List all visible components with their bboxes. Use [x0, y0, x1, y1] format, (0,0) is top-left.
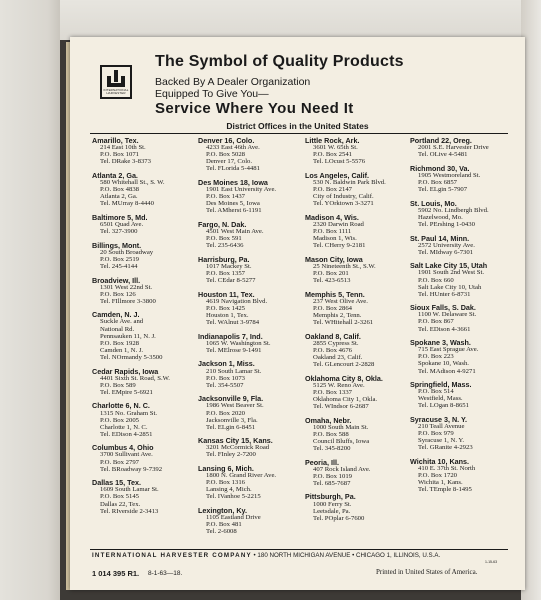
divider-top [90, 133, 508, 134]
office-city: Omaha, Nebr. [305, 415, 352, 425]
office-detail-line: 2001 S.E. Harvester Drive [418, 144, 489, 152]
office-detail-line: Tel. 685-7687 [313, 479, 351, 487]
office-detail-line: Tel. MUrray 8-4440 [100, 200, 154, 208]
office-detail-line: Jacksonville 3, Fla. [206, 416, 258, 424]
office-city: Amarillo, Tex. [92, 136, 139, 145]
office-city: Camden, N. J. [92, 310, 140, 320]
district-office [410, 304, 496, 332]
column-4 [410, 137, 496, 500]
office-detail-line: 5902 No. Lindbergh Blvd. [418, 206, 489, 214]
office-city: Wichita 10, Kans. [410, 456, 470, 466]
footer-code: 1-15-63 [485, 560, 498, 564]
district-office [198, 221, 284, 249]
office-detail-line: 5125 W. Reno Ave. [313, 381, 365, 389]
office-detail-line: P.O. Box 2005 [100, 416, 140, 424]
headline: Service Where You Need It [155, 100, 354, 117]
office-detail-line: Tel. EDison 4-3661 [418, 325, 471, 333]
office-detail-line: P.O. Box 2020 [206, 409, 246, 417]
district-office [305, 256, 391, 284]
office-detail-line: Tel. RIverside 2-3413 [100, 507, 159, 515]
office-detail-line: 1800 N. Grand River Ave. [206, 472, 277, 480]
office-detail-line: Oakland 23, Calif. [313, 353, 363, 361]
office-city: Dallas 15, Tex. [92, 478, 142, 488]
office-city: Jackson 1, Miss. [198, 359, 255, 369]
office-detail-line: 237 West Olive Ave. [313, 297, 368, 305]
district-office [410, 165, 496, 193]
office-detail-line: Tel. LOgan 8-8651 [418, 402, 469, 410]
office-detail-line: 2572 University Ave. [418, 241, 475, 249]
office-detail-line: Memphis 2, Tenn. [313, 311, 362, 319]
office-detail-line: P.O. Box 2864 [313, 304, 353, 312]
office-detail-line: Tel. YOrktown 3-3271 [313, 200, 374, 208]
district-office [305, 333, 391, 368]
district-office [305, 375, 391, 410]
office-detail-line: 1065 W. Washington St. [206, 339, 271, 347]
office-detail-line: Hazelwood, Mo. [418, 213, 463, 221]
office-detail-line: 3201 McCormick Road [206, 444, 270, 452]
office-detail-line: Dallas 22, Tex. [100, 500, 141, 508]
office-city: Indianapolis 7, Ind. [198, 331, 263, 341]
form-number: 1 014 395 R1. [92, 569, 140, 578]
office-city: Sioux Falls, S. Dak. [410, 303, 476, 313]
district-office [198, 395, 284, 430]
office-detail-line: Tel. ELgin 6-8451 [206, 423, 256, 431]
office-detail-line: 407 Rock Island Ave. [313, 465, 371, 473]
office-city: Salt Lake City 15, Utah [410, 261, 488, 271]
office-detail-line: 1901 South 2nd West St. [418, 269, 485, 277]
office-city: Atlanta 2, Ga. [92, 170, 138, 180]
office-detail-line: 1901 East University Ave. [206, 186, 277, 194]
district-office [305, 493, 391, 521]
office-detail-line: P.O. Box 979 [418, 430, 454, 438]
column-2 [198, 137, 284, 542]
office-city: Houston 11, Tex. [198, 289, 255, 299]
office-detail-line: P.O. Box 1111 [313, 228, 352, 236]
office-detail-line: 1986 West Beaver St. [206, 402, 264, 410]
district-office [92, 368, 178, 396]
office-detail-line: P.O. Box 223 [418, 353, 454, 361]
office-detail-line: P.O. Box 588 [313, 430, 349, 438]
office-detail-line: Tel. FInley 2-7200 [206, 451, 256, 459]
district-office [305, 172, 391, 207]
office-city: Broadview, Ill. [92, 275, 141, 285]
office-detail-line: 6501 Quad Ave. [100, 220, 144, 228]
column-3 [305, 137, 391, 528]
tagline-line2: Equipped To Give You— [155, 88, 269, 100]
office-detail-line: Tel. WHitehall 2-3261 [313, 319, 374, 327]
page-title: The Symbol of Quality Products [155, 53, 404, 70]
district-office [410, 262, 496, 297]
office-city: Lansing 6, Mich. [198, 464, 254, 474]
office-city: Des Moines 18, Iowa [198, 177, 268, 187]
office-detail-line: 210 South Lamar St. [206, 367, 262, 375]
footer-company-line [92, 552, 512, 559]
office-detail-line: Tel. 327-3900 [100, 228, 138, 236]
office-detail-line: Tel. DRake 3-8373 [100, 158, 151, 166]
office-detail-line: Tel. 245-4144 [100, 262, 138, 270]
office-detail-line: P.O. Box 4838 [100, 186, 140, 194]
office-city: Denver 16, Colo. [198, 136, 255, 145]
district-office [92, 402, 178, 437]
office-detail-line: P.O. Box 660 [418, 276, 454, 284]
district-office [198, 465, 284, 500]
office-detail-line: Tel. TEmple 8-1495 [418, 486, 472, 494]
backdrop-top [0, 0, 541, 40]
office-detail-line: P.O. Box 126 [100, 290, 136, 298]
office-detail-line: Tel. 2-6008 [206, 528, 237, 536]
office-detail-line: P.O. Box 1019 [313, 472, 353, 480]
office-detail-line: P.O. Box 1928 [100, 339, 140, 347]
office-detail-line: 3700 Sullivant Ave. [100, 451, 153, 459]
office-city: Lexington, Ky. [198, 506, 247, 516]
district-office [198, 437, 284, 458]
office-detail-line: 4619 Navigation Blvd. [206, 297, 268, 305]
office-detail-line: Charlotte 1, N. C. [100, 423, 148, 431]
office-detail-line: Oklahoma City 1, Okla. [313, 395, 378, 403]
office-city: St. Paul 14, Minn. [410, 233, 470, 243]
district-office [410, 339, 496, 374]
office-detail-line: P.O. Box 2147 [313, 186, 353, 194]
office-detail-line: Madison 1, Wis. [313, 235, 357, 243]
office-city: Charlotte 6, N. C. [92, 401, 150, 411]
office-detail-line: P.O. Box 591 [206, 235, 242, 243]
office-detail-line: Tel. WIndsor 6-2687 [313, 403, 369, 410]
footer-address: • 180 NORTH MICHIGAN AVENUE • CHICAGO 1, ILLINOIS, U.S.A. [253, 552, 441, 559]
office-detail-line: P.O. Box 1337 [313, 388, 353, 396]
subtitle: District Offices in the United States [226, 121, 369, 131]
office-detail-line: 1017 Mackey St. [206, 262, 252, 270]
office-detail-line: Westfield, Mass. [418, 395, 463, 403]
district-office [198, 360, 284, 388]
district-office [92, 242, 178, 270]
district-office [305, 459, 391, 487]
office-detail-line: P.O. Box 481 [206, 521, 242, 529]
office-city: Oklahoma City 8, Okla. [305, 373, 383, 383]
office-detail-line: Tel. AMherst 6-1191 [206, 207, 262, 215]
office-detail-line: 4233 East 46th Ave. [206, 144, 260, 152]
office-detail-line: Tel. EDison 4-2851 [100, 430, 153, 438]
office-detail-line: Tel. 423-6513 [313, 277, 351, 285]
office-detail-line: P.O. Box 1720 [418, 472, 458, 480]
office-city: Jacksonville 9, Fla. [198, 394, 264, 404]
logo-text-line2: HARVESTER [106, 91, 126, 95]
office-detail-line: P.O. Box 867 [418, 318, 454, 326]
office-city: Fargo, N. Dak. [198, 219, 247, 229]
office-detail-line: P.O. Box 1357 [206, 270, 246, 277]
office-city: Madison 4, Wis. [305, 212, 359, 222]
office-detail-line: Tel. MElrose 9-1491 [206, 346, 262, 354]
office-detail-line: Houston 1, Tex. [206, 311, 249, 319]
district-office [410, 458, 496, 493]
office-detail-line: Leetsdale, Pa. [313, 507, 351, 515]
office-detail-line: P.O. Box 514 [418, 388, 454, 396]
district-office [92, 214, 178, 235]
office-city: Kansas City 15, Kans. [198, 436, 273, 446]
office-detail-line: P.O. Box 6857 [418, 178, 458, 186]
office-detail-line: Tel. 345-8200 [313, 444, 351, 452]
office-detail-line: Denver 17, Colo. [206, 158, 253, 166]
district-office [198, 291, 284, 326]
office-city: Oakland 8, Calif. [305, 331, 361, 341]
office-detail-line: Tel. FLorida 5-4481 [206, 165, 260, 173]
office-city: Columbus 4, Ohio [92, 443, 154, 453]
office-detail-line: P.O. Box 1071 [100, 151, 140, 159]
office-detail-line: 1000 South Main St. [313, 423, 369, 431]
office-city: Pittsburgh, Pa. [305, 492, 356, 502]
ih-logo [100, 65, 132, 99]
office-detail-line: Tel. NOrmandy 5-3500 [100, 353, 163, 361]
tagline-line1: Backed By A Dealer Organization [155, 76, 311, 88]
office-detail-line: Tel. MIdway 6-7301 [418, 248, 474, 256]
district-office [92, 137, 178, 165]
office-detail-line: Tel. ELgin 5-7907 [418, 186, 468, 194]
office-detail-line: 25 Nineteenth St., S.W. [313, 262, 376, 270]
district-office [305, 214, 391, 249]
office-detail-line: Tel. WAlnut 3-9784 [206, 319, 260, 327]
office-detail-line: Atlanta 2, Ga. [100, 193, 138, 201]
office-detail-line: 4501 West Main Ave. [206, 228, 264, 236]
office-detail-line: National Rd. [100, 325, 135, 333]
district-office [410, 381, 496, 409]
district-office [198, 179, 284, 214]
office-detail-line: P.O. Box 4676 [313, 346, 353, 354]
office-detail-line: Tel. CHerry 9-2181 [313, 242, 366, 250]
office-detail-line: P.O. Box 1425 [206, 304, 246, 312]
logo-text [102, 89, 130, 95]
office-detail-line: City of Industry, Calif. [313, 193, 374, 201]
office-detail-line: 1315 No. Graham St. [100, 409, 158, 417]
office-detail-line: Syracuse 1, N. Y. [418, 437, 465, 445]
office-city: St. Louis, Mo. [410, 198, 457, 208]
district-office [92, 172, 178, 207]
district-office [305, 291, 391, 326]
district-office [198, 507, 284, 535]
office-detail-line: Tel. OLive 4-5481 [418, 151, 468, 159]
office-detail-line: P.O. Box 1073 [206, 374, 246, 382]
office-detail-line: P.O. Box 201 [313, 270, 349, 277]
office-detail-line: Tel. EMpire 5-6921 [100, 388, 153, 396]
office-detail-line: 210 Teall Avenue [418, 423, 465, 431]
office-city: Harrisburg, Pa. [198, 254, 250, 264]
office-detail-line: 4401 Sixth St. Road, S.W. [100, 374, 170, 382]
office-detail-line: Tel. GLencourt 2-2828 [313, 361, 375, 369]
office-detail-line: 580 Whitehall St., S. W. [100, 178, 165, 186]
office-detail-line: P.O. Box 1316 [206, 479, 246, 487]
office-detail-line: 1609 South Lamar St. [100, 486, 159, 494]
office-detail-line: Des Moines 5, Iowa [206, 200, 260, 208]
office-detail-line: P.O. Box 2541 [313, 151, 353, 159]
office-detail-line: Tel. 354-5507 [206, 381, 244, 389]
office-city: Memphis 5, Tenn. [305, 289, 365, 299]
office-city: Spokane 3, Wash. [410, 338, 471, 348]
office-detail-line: 20 South Broadway [100, 248, 154, 256]
office-city: Cedar Rapids, Iowa [92, 366, 159, 376]
office-detail-line: 2855 Cypress St. [313, 339, 359, 347]
office-detail-line: P.O. Box 5145 [100, 493, 140, 501]
column-1 [92, 137, 178, 521]
office-detail-line: P.O. Box 2797 [100, 458, 140, 466]
district-office [305, 417, 391, 452]
office-detail-line: Tel. GRanite 4-2923 [418, 444, 473, 452]
office-detail-line: Tel. LOcust 5-5576 [313, 158, 366, 166]
office-detail-line: 1105 Eastland Drive [206, 514, 261, 522]
office-city: Richmond 30, Va. [410, 163, 470, 173]
logo-text-line1: INTERNATIONAL [103, 88, 129, 92]
ih-logo-icon [106, 70, 126, 87]
district-office [410, 235, 496, 256]
office-city: Billings, Mont. [92, 240, 142, 250]
district-office [92, 277, 178, 305]
office-detail-line: 214 East 10th St. [100, 144, 146, 152]
district-office [92, 311, 178, 361]
office-detail-line: Salt Lake City 10, Utah [418, 283, 482, 291]
office-detail-line: 530 N. Baldwin Park Blvd. [313, 178, 386, 186]
office-detail-line: 1100 W. Delaware St. [418, 311, 477, 319]
office-detail-line: 410 E. 37th St. North [418, 465, 476, 473]
office-detail-line: 1000 Ferry St. [313, 500, 352, 508]
district-office [410, 137, 496, 158]
document-page [70, 37, 525, 590]
office-detail-line: P.O. Box 2519 [100, 255, 140, 263]
office-detail-line: Tel. 235-6436 [206, 242, 244, 250]
office-detail-line: 1905 Westmoreland St. [418, 171, 481, 179]
district-office [92, 444, 178, 472]
office-detail-line: Tel. IVanhoe 5-2215 [206, 493, 261, 501]
divider-bottom [90, 549, 508, 550]
district-office [92, 479, 178, 514]
office-detail-line: Tel. BRoadway 9-7392 [100, 465, 163, 473]
footer-company: INTERNATIONAL HARVESTER COMPANY [92, 552, 252, 559]
office-detail-line: 715 East Sprague Ave. [418, 346, 479, 354]
office-city: Syracuse 3, N. Y. [410, 415, 468, 424]
office-detail-line: Tel. POplar 6-7600 [313, 514, 365, 522]
district-office [305, 137, 391, 165]
office-detail-line: P.O. Box 1437 [206, 193, 246, 201]
printed-in: Printed in United States of America. [376, 568, 478, 576]
office-detail-line: Tel. FIllmore 3-3800 [100, 297, 156, 305]
office-city: Springfield, Mass. [410, 380, 472, 390]
district-office [198, 137, 284, 172]
office-detail-line: 3601 W. 65th St. [313, 144, 358, 152]
office-city: Peoria, Ill. [305, 457, 339, 467]
office-detail-line: P.O. Box 589 [100, 381, 136, 389]
office-detail-line: 2320 Darwin Road [313, 220, 364, 228]
office-city: Baltimore 5, Md. [92, 212, 148, 222]
district-office [410, 200, 496, 228]
office-city: Mason City, Iowa [305, 254, 363, 264]
district-office [198, 333, 284, 354]
office-detail-line: Lansing 4, Mich. [206, 486, 252, 494]
office-detail-line: Suckle Ave. and [100, 318, 144, 326]
backdrop-left [0, 0, 60, 600]
office-detail-line: Tel. MAdison 4-9271 [418, 367, 476, 375]
office-detail-line: Camden 1, N. J. [100, 346, 144, 354]
form-date: 8-1-63—18. [148, 570, 183, 577]
office-detail-line: Spokane 10, Wash. [418, 360, 469, 368]
office-detail-line: P.O. Box 5028 [206, 151, 246, 159]
office-detail-line: Pennsauken 11, N. J. [100, 332, 156, 340]
office-detail-line: Council Bluffs, Iowa [313, 437, 370, 445]
office-detail-line: Tel. PErshing 1-0430 [418, 220, 475, 228]
office-detail-line: Tel. HUnter 6-8731 [418, 290, 471, 298]
office-detail-line: 1301 West 22nd St. [100, 283, 153, 291]
office-detail-line: Wichita 1, Kans. [418, 479, 463, 487]
district-office [198, 256, 284, 284]
office-detail-line: Tel. CEdar 8-5277 [206, 277, 256, 285]
district-office [410, 416, 496, 451]
office-city: Little Rock, Ark. [305, 136, 360, 145]
office-city: Los Angeles, Calif. [305, 170, 370, 180]
office-city: Portland 22, Oreg. [410, 136, 472, 145]
